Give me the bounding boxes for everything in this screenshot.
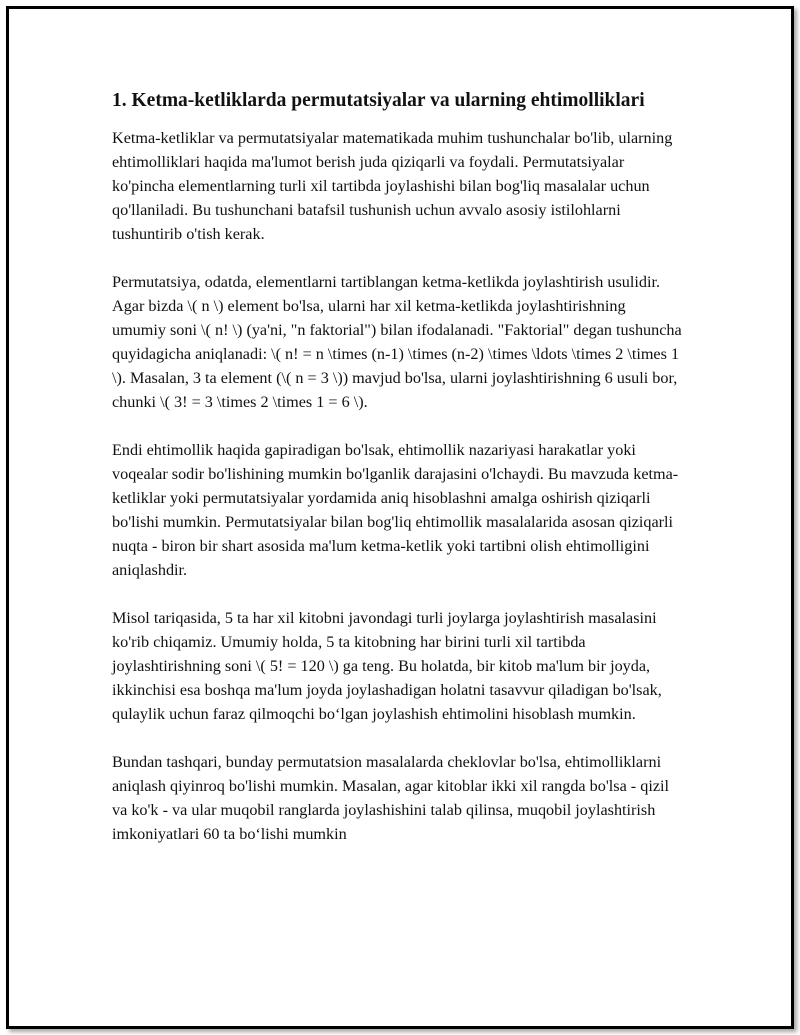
paragraph-constraints: Bundan tashqari, bunday permutatsion masalalarda cheklovlar bo'lsa, ehtimolliklarni aniqlash qiyinroq bo'lishi mumkin. Masalan, agar kitoblar ikki xil rangda bo'lsa - qizil va ko'k - va ular muqobil ranglarda joylashishini talab qilinsa, muqobil joylashtirish imkoniyatlari 60 ta bo‘lishi mumkin — [112, 753, 670, 843]
section-title: 1. Ketma-ketliklarda permutatsiyalar va ularning ehtimolliklari — [112, 90, 645, 111]
paragraph-probability: Endi ehtimollik haqida gapiradigan bo'lsak, ehtimollik nazariyasi harakatlar yoki voqealar sodir bo'lishining mumkin bo'lganlik darajasini o'lchaydi. Bu mavzuda ketma-ketliklar yoki permutatsiyalar yordamida aniq hisoblashni amalga oshirish qiziqarli bo'lishi mumkin. Permutatsiyalar bilan bog'liq ehtimollik masalalarida asosan qiziqarli nuqta - biron bir shart asosida ma'lum ketma-ketlik yoki tartibni olish ehtimolligini aniqlashdir. — [112, 441, 679, 579]
paragraph-permutation-definition: Permutatsiya, odatda, elementlarni tartiblangan ketma-ketlikda joylashtirish usulidir. Agar bizda \( n \) element bo'lsa, ularni har xil ketma-ketlikda joylashtirishning umumiy soni \( n! \) (ya'ni, "n faktorial") bilan ifodalanadi. "Faktorial" degan tushuncha quyidagicha aniqlanadi: \( n! = n \times (n-1) \times (n-2) \times \ldots \times 2 \times 1 \). Masalan, 3 ta element (\( n = 3 \)) mavjud bo'lsa, ularni joylashtirishning 6 usuli bor, chunki \( 3! = 3 \times 2 \times 1 = 6 \). — [112, 273, 682, 411]
paragraph-book-example: Misol tariqasida, 5 ta har xil kitobni javondagi turli joylarga joylashtirish masalasini ko'rib chiqamiz. Umumiy holda, 5 ta kitobning har birini turli xil tartibda joylashtirishning soni \( 5! = 120 \) ga teng. Bu holatda, bir kitob ma'lum bir joyda, ikkinchisi esa boshqa ma'lum joyda joylashadigan holatni tasavvur qiladigan bo'lsak, qulaylik uchun faraz qilmoqchi bo‘lgan joylashish ehtimolini hisoblash mumkin. — [112, 609, 662, 723]
paragraph-intro: Ketma-ketliklar va permutatsiyalar matematikada muhim tushunchalar bo'lib, ularning ehtimolliklari haqida ma'lumot berish juda qiziqarli va foydali. Permutatsiyalar ko'pincha elementlarning turli xil tartibda joylashishi bilan bog'liq masalalar uchun qo'llaniladi. Bu tushunchani batafsil tushunish uchun avvalo asosiy istilohlarni tushuntirib o'tish kerak. — [112, 129, 673, 243]
document-body — [112, 88, 682, 870]
